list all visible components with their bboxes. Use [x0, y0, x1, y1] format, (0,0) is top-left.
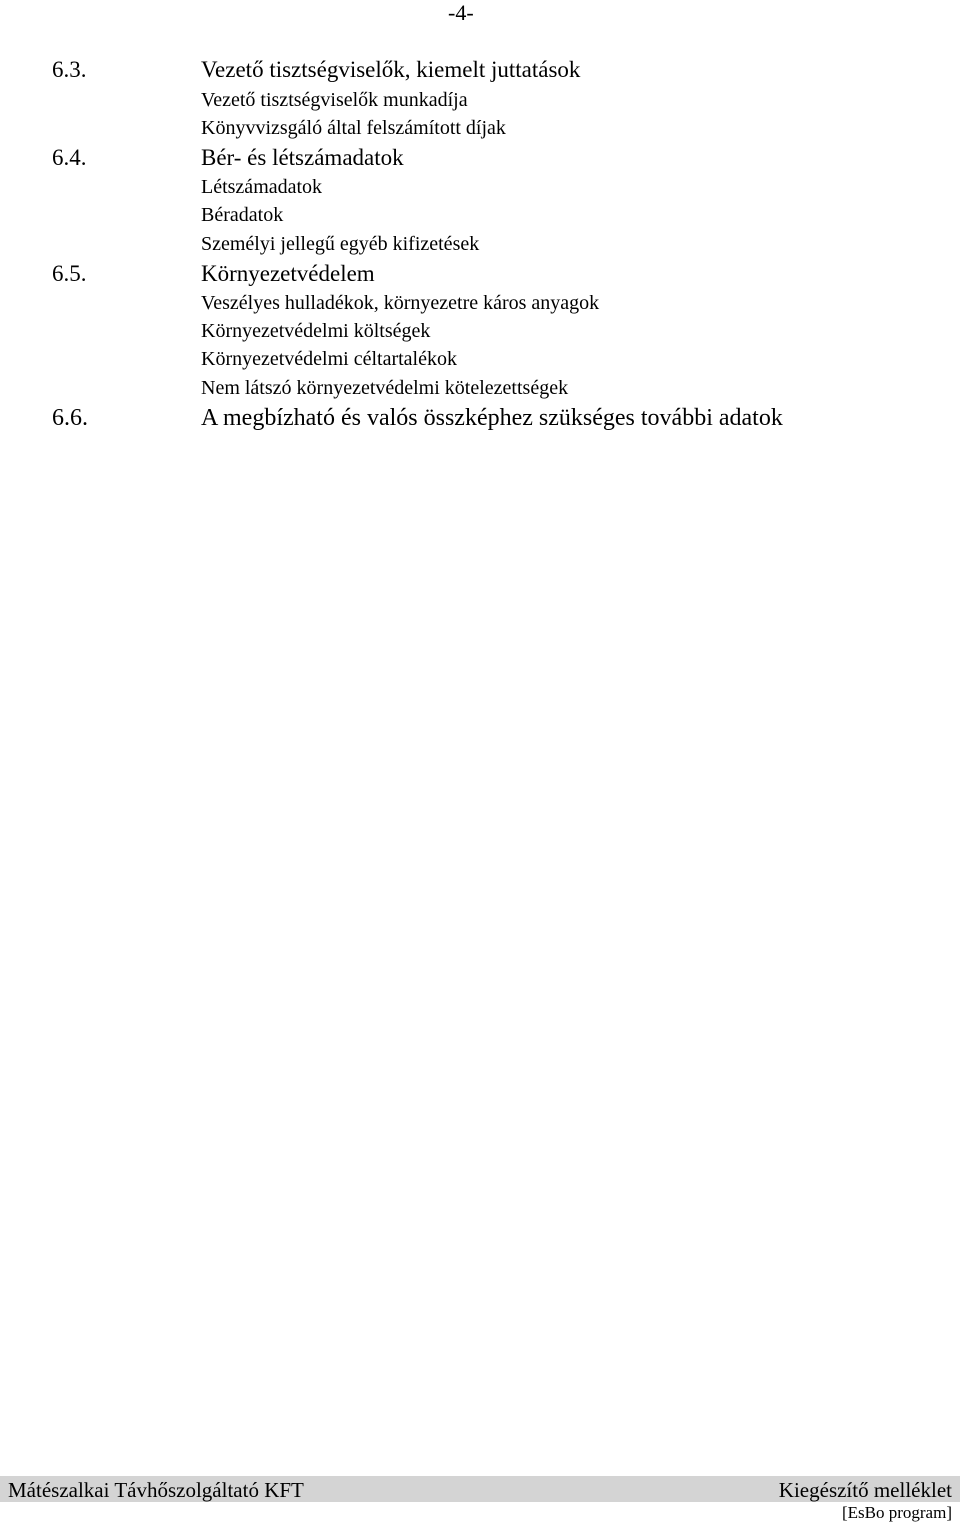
section-title: Vezető tisztségviselők, kiemelt juttatások [201, 57, 581, 82]
section-item: Környezetvédelmi céltartalékok [201, 348, 457, 370]
section-title: Bér- és létszámadatok [201, 145, 404, 170]
page-number: -4- [448, 0, 474, 25]
section-number: 6.4. [52, 145, 87, 170]
section-number: 6.3. [52, 57, 87, 82]
section-item: Veszélyes hulladékok, környezetre káros anyagok [201, 292, 600, 314]
section-number: 6.6. [52, 405, 88, 431]
section-item: Nem látszó környezetvédelmi kötelezettségek [201, 377, 569, 399]
footer-company: Mátészalkai Távhőszolgáltató KFT [8, 1478, 304, 1502]
section-title: A megbízható és valós összképhez szükséges további adatok [201, 405, 783, 431]
footer-doc-type: Kiegészítő melléklet [778, 1478, 952, 1502]
footer-program: [EsBo program] [841, 1503, 952, 1522]
section-item: Környezetvédelmi költségek [201, 320, 431, 342]
section-number: 6.5. [52, 261, 87, 286]
section-item: Személyi jellegű egyéb kifizetések [201, 233, 480, 255]
section-item: Vezető tisztségviselők munkadíja [201, 89, 468, 111]
section-item: Béradatok [201, 204, 284, 226]
section-item: Létszámadatok [201, 176, 323, 198]
section-item: Könyvvizsgáló által felszámított díjak [201, 117, 506, 139]
section-title: Környezetvédelem [201, 261, 375, 286]
